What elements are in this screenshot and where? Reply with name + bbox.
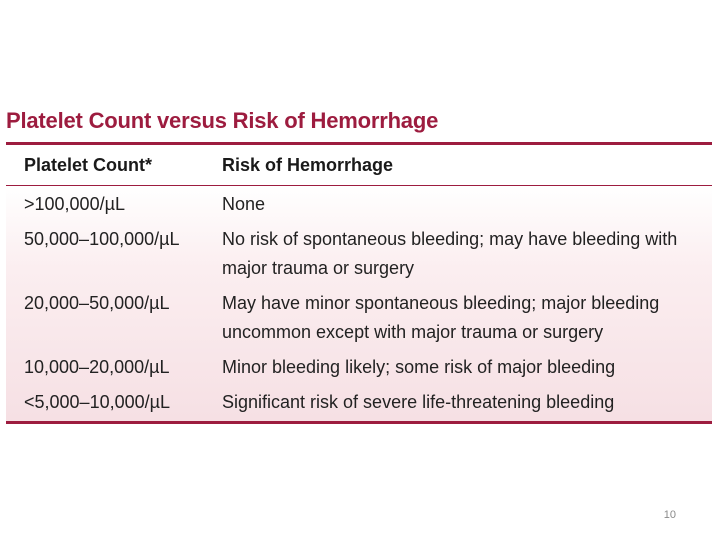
risk-cell: Minor bleeding likely; some risk of major bleeding <box>222 357 616 377</box>
table-row <box>6 225 712 283</box>
platelet-count-cell: 20,000–50,000/µL <box>24 293 170 313</box>
table-header-row <box>6 145 712 186</box>
page-number: 10 <box>663 509 676 521</box>
platelet-count-cell: <5,000–10,000/µL <box>24 392 171 412</box>
table-body <box>6 186 712 421</box>
risk-cell: Significant risk of severe life-threatening bleeding <box>222 392 615 412</box>
platelet-count-cell: >100,000/µL <box>24 194 125 214</box>
table-row <box>6 353 712 382</box>
risk-cell: No risk of spontaneous bleeding; may have bleeding with major trauma or surgery <box>222 229 678 278</box>
table-row <box>6 388 712 417</box>
table-row <box>6 289 712 347</box>
header-risk-of-hemorrhage: Risk of Hemorrhage <box>222 154 394 175</box>
table-row <box>6 190 712 219</box>
risk-cell: May have minor spontaneous bleeding; major bleeding uncommon except with major trauma or surgery <box>222 293 660 342</box>
platelet-risk-table <box>6 142 712 424</box>
platelet-count-cell: 10,000–20,000/µL <box>24 357 170 377</box>
header-platelet-count: Platelet Count* <box>24 154 153 175</box>
table-title: Platelet Count versus Risk of Hemorrhage <box>6 108 439 133</box>
platelet-count-cell: 50,000–100,000/µL <box>24 229 180 249</box>
risk-cell: None <box>222 194 266 214</box>
